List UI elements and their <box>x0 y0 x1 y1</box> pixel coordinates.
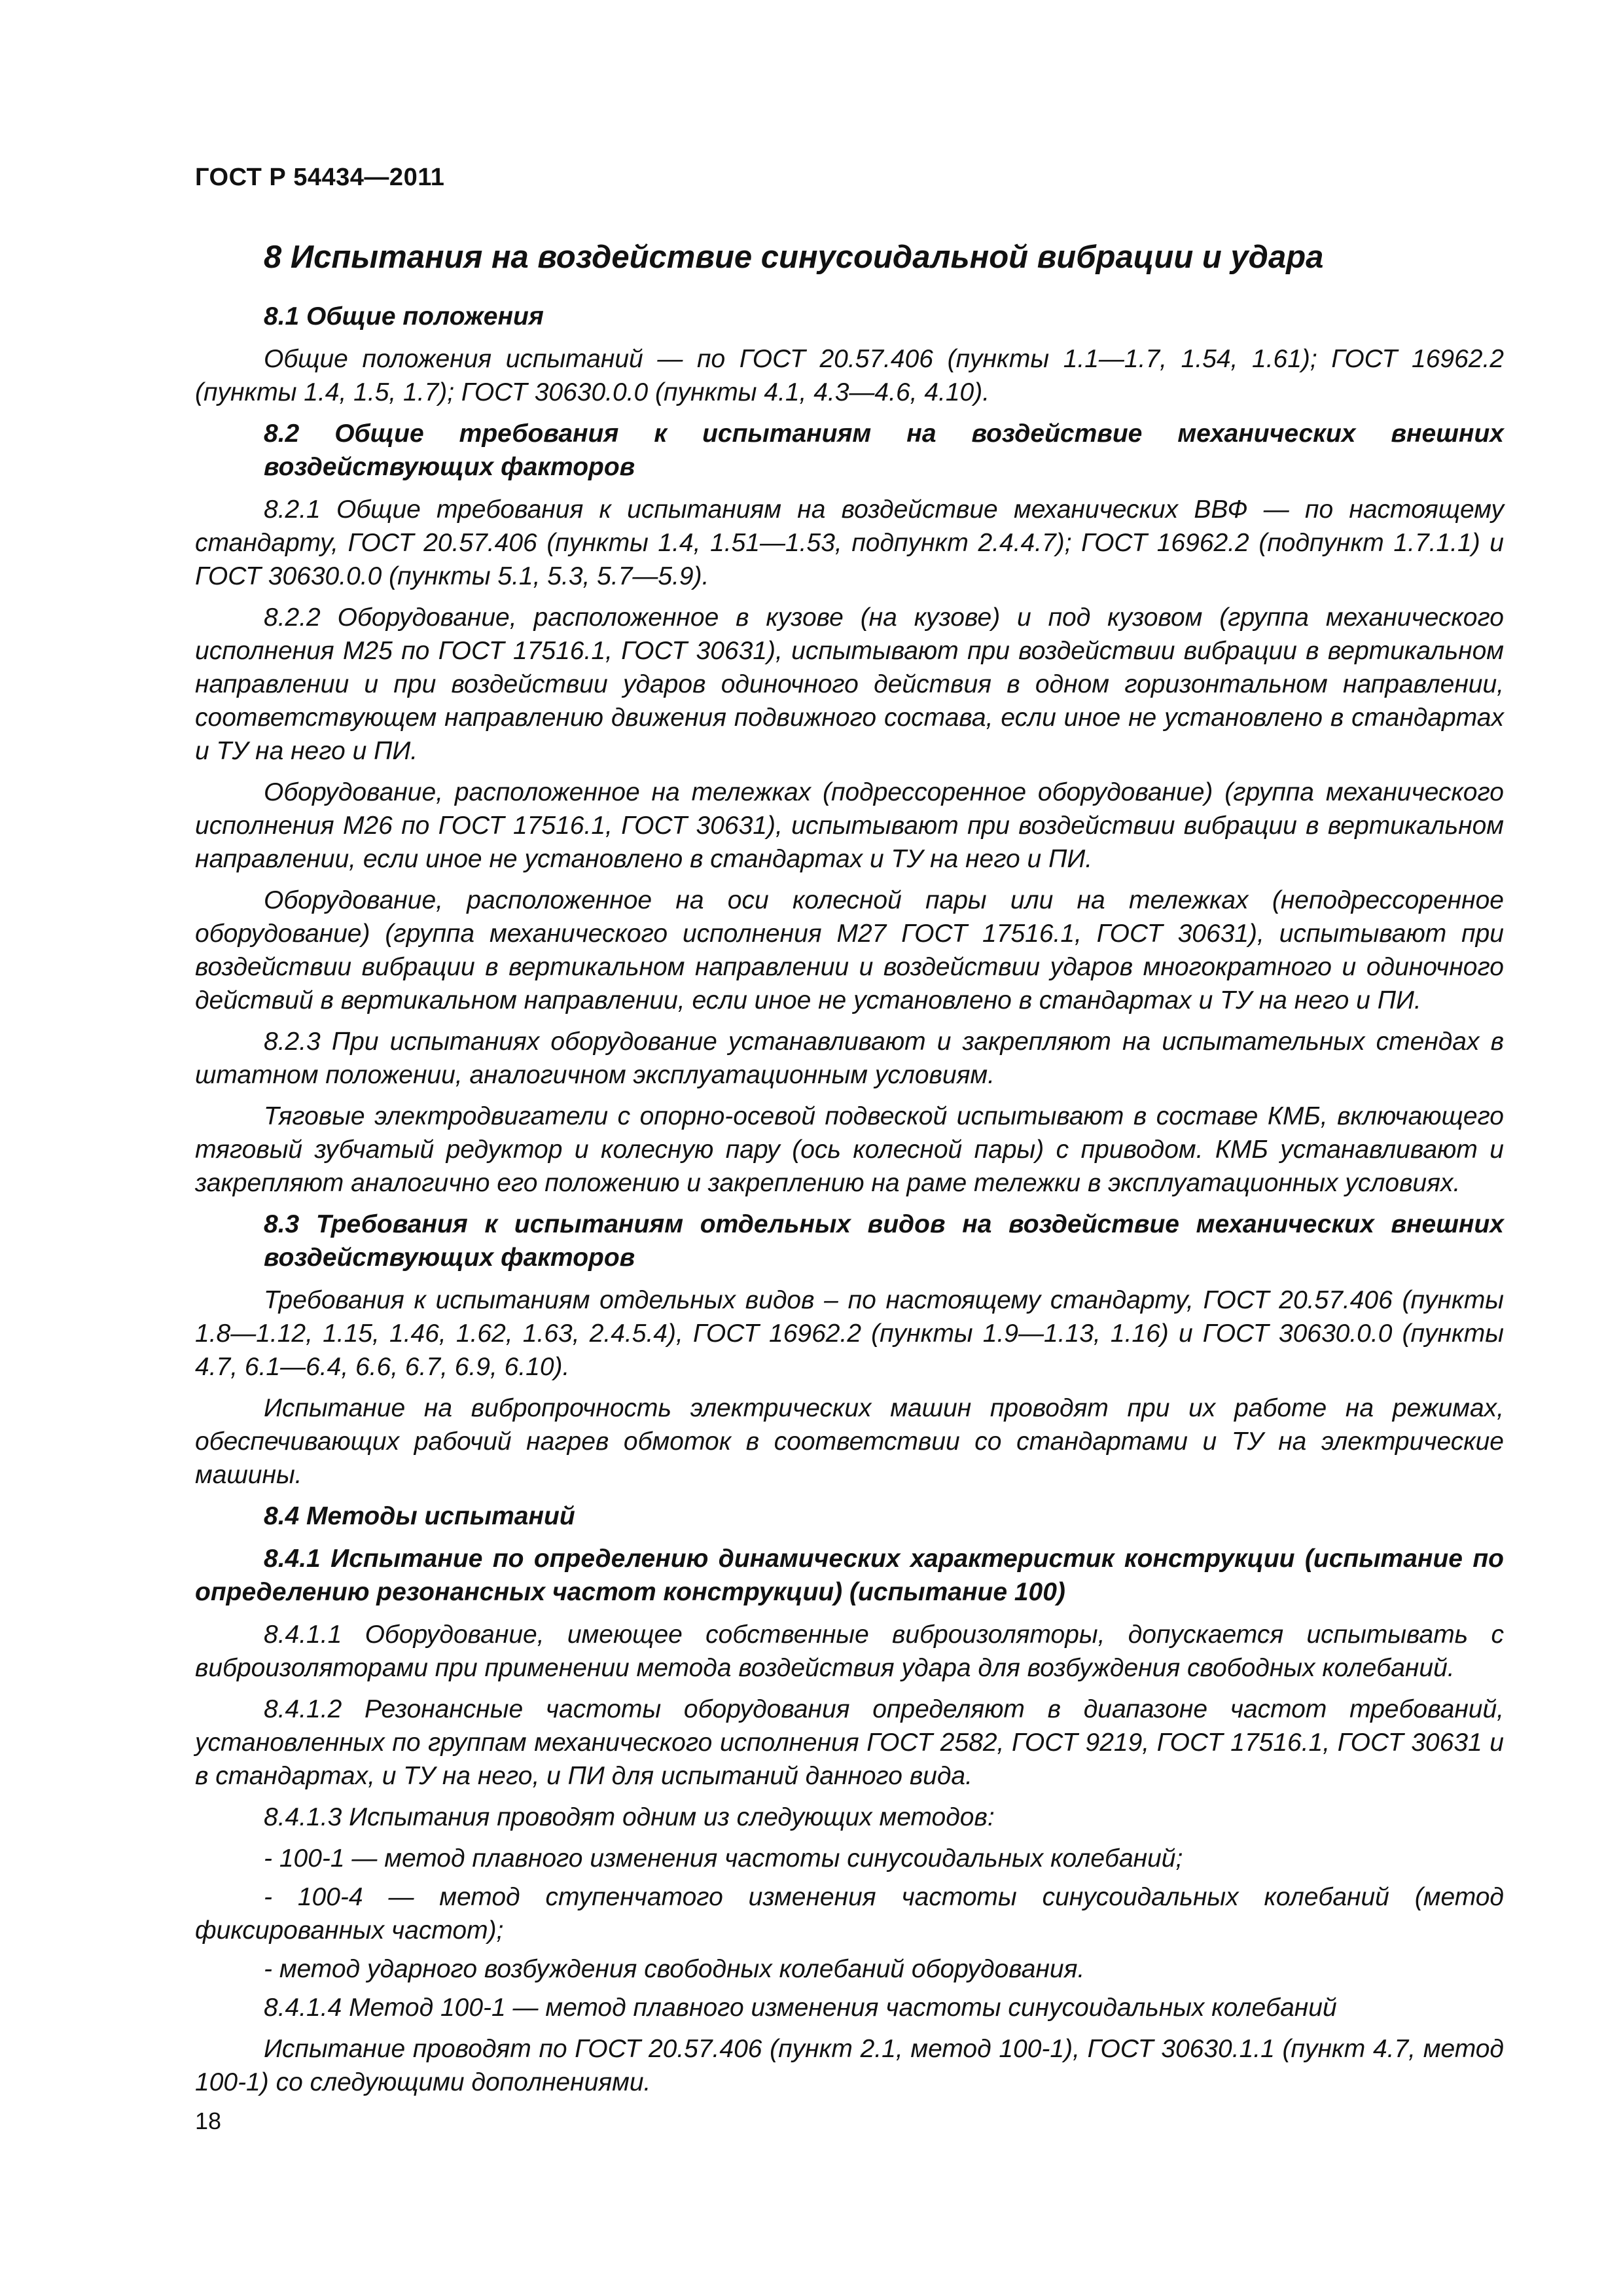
paragraph-8-2-3-b: Тяговые электродвигатели с опорно-осевой подвеской испытывают в составе КМБ, включающего тяговый зубчатый редуктор и колесную пару (ось колесной пары) с приводом. КМБ устанавливают и закрепляют аналогично его положению и закреплению на раме тележки в эксплуатационных условиях. <box>195 1102 1504 1197</box>
list-item: - метод ударного возбуждения свободных колебаний оборудования. <box>264 1955 1085 1983</box>
paragraph-8-4-1-2: 8.4.1.2 Резонансные частоты оборудования определяют в диапазоне частот требований, установленных по группам механического исполнения ГОСТ 2582, ГОСТ 9219, ГОСТ 17516.1, ГОСТ 30631 и в стандартах, и ТУ на него, и ПИ для испытаний данного вида. <box>195 1695 1504 1790</box>
heading-8-2: 8.2 Общие требования к испытаниям на воздействие механических внешних воздействующих факторов <box>264 420 1504 481</box>
paragraph-8-4-1-4-b: Испытание проводят по ГОСТ 20.57.406 (пункт 2.1, метод 100-1), ГОСТ 30630.1.1 (пункт 4.7, метод 100-1) со следующими дополнениями. <box>195 2035 1504 2096</box>
section-title: 8 Испытания на воздействие синусоидальной вибрации и удара <box>264 240 1324 275</box>
paragraph-8-3: Требования к испытаниям отдельных видов – по настоящему стандарту, ГОСТ 20.57.406 (пункты 1.8—1.12, 1.15, 1.46, 1.62, 1.63, 2.4.5.4), ГОСТ 16962.2 (пункты 1.9—1.13, 1.16) и ГОСТ 30630.0.0 (пункты 4.7, 6.1—6.4, 6.6, 6.7, 6.9, 6.10). <box>195 1286 1504 1381</box>
paragraph-8-2-3: 8.2.3 При испытаниях оборудование устанавливают и закрепляют на испытательных стендах в штатном положении, аналогичном эксплуатационным условиям. <box>195 1028 1504 1089</box>
paragraph-8-4-1-4: 8.4.1.4 Метод 100-1 — метод плавного изменения частоты синусоидальных колебаний <box>264 1994 1337 2022</box>
heading-8-1: 8.1 Общие положения <box>264 302 544 331</box>
heading-8-4: 8.4 Методы испытаний <box>264 1502 575 1530</box>
list-item: - 100-1 — метод плавного изменения частоты синусоидальных колебаний; <box>264 1844 1183 1873</box>
paragraph-8-4-1-3: 8.4.1.3 Испытания проводят одним из следующих методов: <box>264 1803 995 1831</box>
document-header: ГОСТ Р 54434—2011 <box>195 164 445 191</box>
paragraph-8-2-1: 8.2.1 Общие требования к испытаниям на воздействие механических ВВФ — по настоящему стандарту, ГОСТ 20.57.406 (пункты 1.4, 1.51—1.53, подпункт 2.4.4.7); ГОСТ 16962.2 (подпункт 1.7.1.1) и ГОСТ 30630.0.0 (пункты 5.1, 5.3, 5.7—5.9). <box>195 495 1504 590</box>
heading-8-4-1: 8.4.1 Испытание по определению динамических характеристик конструкции (испытание по определению резонансных частот конструкции) (испытание 100) <box>195 1545 1504 1606</box>
heading-8-3: 8.3 Требования к испытаниям отдельных видов на воздействие механических внешних воздействующих факторов <box>264 1210 1504 1272</box>
paragraph-8-2-2: 8.2.2 Оборудование, расположенное в кузове (на кузове) и под кузовом (группа механического исполнения М25 по ГОСТ 17516.1, ГОСТ 30631), испытывают при воздействии вибрации в вертикальном направлении и при воздействии ударов одиночного действия в одном горизонтальном направлении, соответствующем направлению движения подвижного состава, если иное не установлено в стандартах и ТУ на него и ПИ. <box>195 603 1504 765</box>
paragraph-8-2-2-b: Оборудование, расположенное на тележках (подрессоренное оборудование) (группа механического исполнения М26 по ГОСТ 17516.1, ГОСТ 30631), испытывают при воздействии вибрации в вертикальном направлении, если иное не установлено в стандартах и ТУ на него и ПИ. <box>195 778 1504 873</box>
paragraph-8-3-b: Испытание на вибропрочность электрических машин проводят при их работе на режимах, обеспечивающих рабочий нагрев обмоток в соответствии со стандартами и ТУ на электрические машины. <box>195 1394 1504 1489</box>
paragraph-8-4-1-1: 8.4.1.1 Оборудование, имеющее собственные виброизоляторы, допускается испытывать с виброизоляторами при применении метода воздействия удара для возбуждения свободных колебаний. <box>195 1621 1504 1682</box>
document-body <box>195 237 1504 2107</box>
list-item: - 100-4 — метод ступенчатого изменения частоты синусоидальных колебаний (метод фиксированных частот); <box>195 1883 1504 1945</box>
page-number: 18 <box>195 2108 222 2134</box>
paragraph-8-1: Общие положения испытаний — по ГОСТ 20.57.406 (пункты 1.1—1.7, 1.54, 1.61); ГОСТ 16962.2 (пункты 1.4, 1.5, 1.7); ГОСТ 30630.0.0 (пункты 4.1, 4.3—4.6, 4.10). <box>195 345 1504 406</box>
paragraph-8-2-2-c: Оборудование, расположенное на оси колесной пары или на тележках (неподрессоренное оборудование) (группа механического исполнения М27 ГОСТ 17516.1, ГОСТ 30631), испытывают при воздействии вибрации в вертикальном направлении и воздействии ударов многократного и одиночного действий в вертикальном направлении, если иное не установлено в стандартах и ТУ на него и ПИ. <box>195 886 1504 1014</box>
